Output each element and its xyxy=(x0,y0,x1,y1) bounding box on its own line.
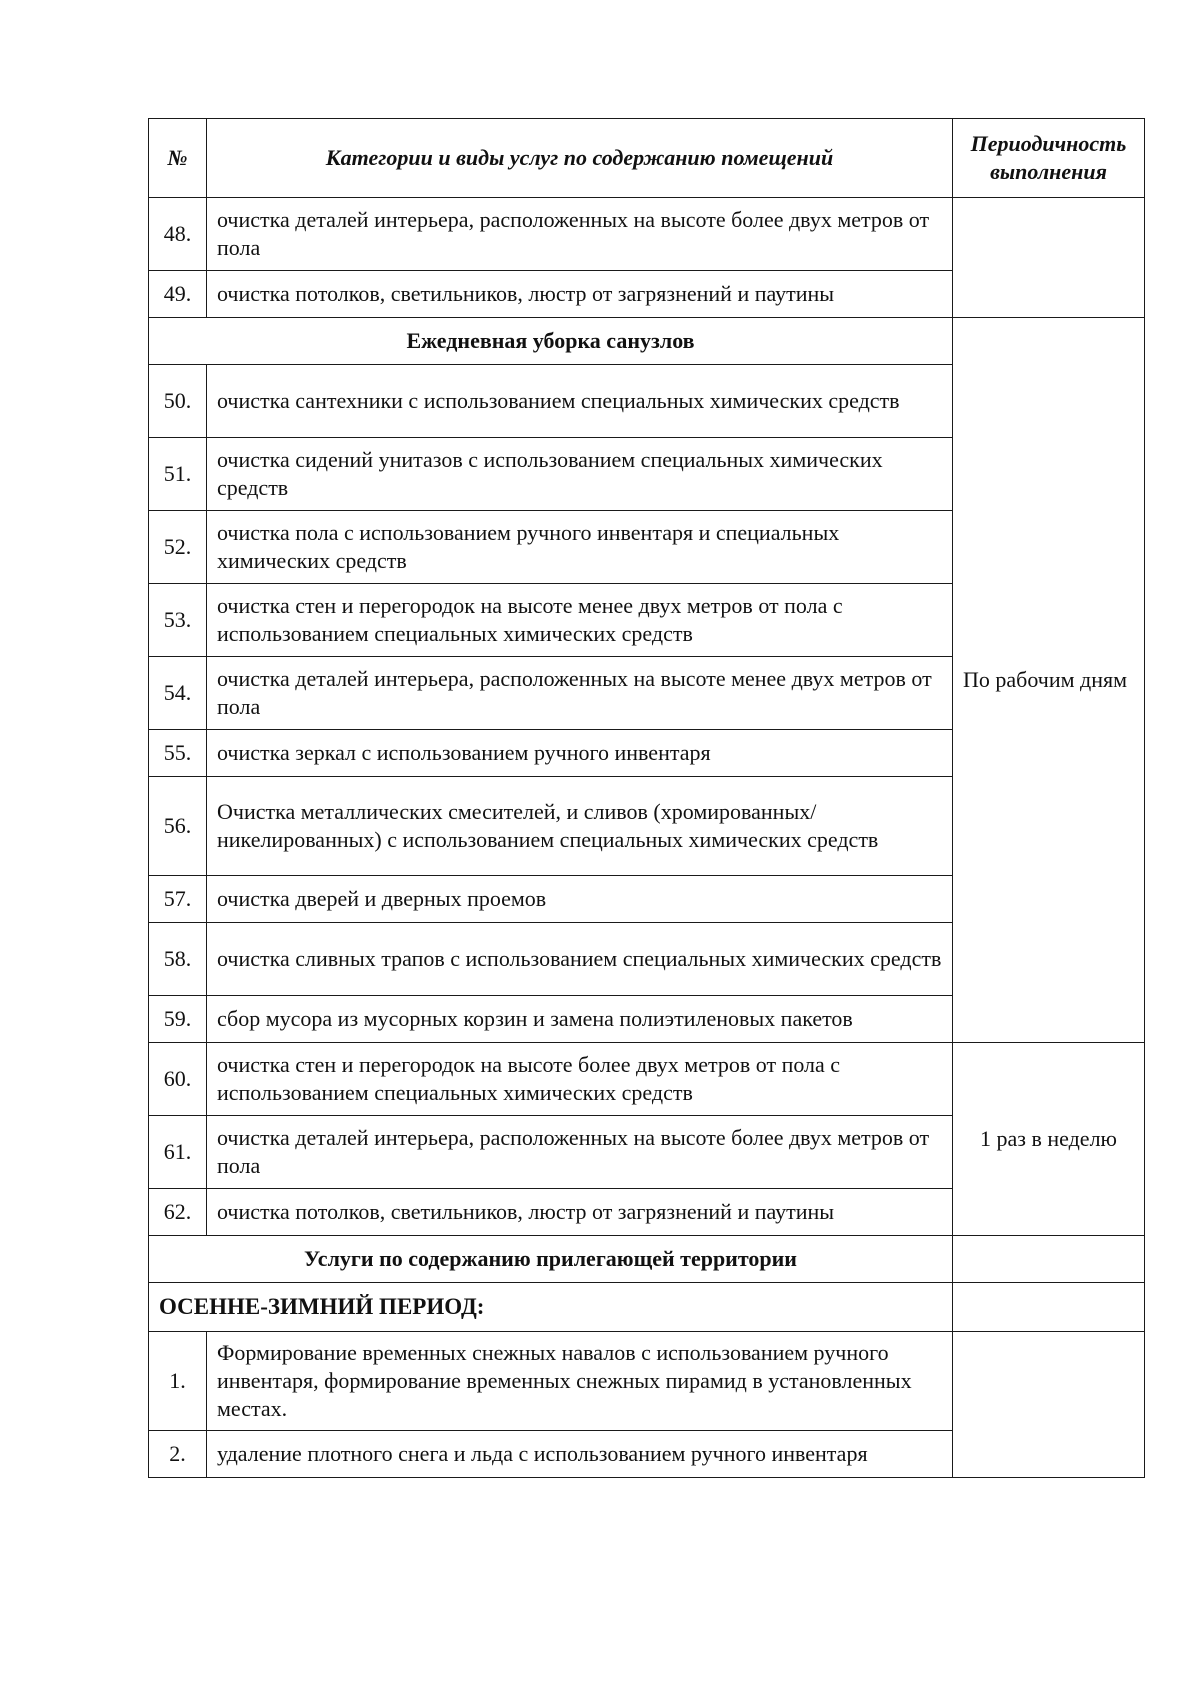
row-number: 48. xyxy=(149,198,207,271)
table-row xyxy=(149,198,1145,271)
row-description: очистка сидений унитазов с использованием специальных химических средств xyxy=(207,438,953,511)
row-description: очистка пола с использованием ручного инвентаря и специальных химических средств xyxy=(207,511,953,584)
row-number: 50. xyxy=(149,365,207,438)
row-description: сбор мусора из мусорных корзин и замена полиэтиленовых пакетов xyxy=(207,996,953,1043)
row-number: 51. xyxy=(149,438,207,511)
periodicity-workdays: По рабочим дням xyxy=(953,318,1145,1043)
row-number: 62. xyxy=(149,1189,207,1236)
row-description: очистка деталей интерьера, расположенных на высоте более двух метров от пола xyxy=(207,1116,953,1189)
header-number: № xyxy=(149,119,207,198)
row-description: Формирование временных снежных навалов с использованием ручного инвентаря, формирование временных снежных пирамид в установленных местах. xyxy=(207,1332,953,1431)
subsection-title-winter: ОСЕННЕ-ЗИМНИЙ ПЕРИОД: xyxy=(149,1283,953,1332)
row-description: очистка сливных трапов с использованием специальных химических средств xyxy=(207,923,953,996)
row-number: 57. xyxy=(149,876,207,923)
row-description: Очистка металлических смесителей, и сливов (хромированных/никелированных) с использованием специальных химических средств xyxy=(207,777,953,876)
row-number: 54. xyxy=(149,657,207,730)
table-header-row xyxy=(149,119,1145,198)
section-row xyxy=(149,1236,1145,1283)
section-title-daily: Ежедневная уборка санузлов xyxy=(149,318,953,365)
row-periodicity-empty xyxy=(953,1332,1145,1478)
services-table xyxy=(148,118,1145,1478)
row-description: очистка стен и перегородок на высоте более двух метров от пола с использованием специальных химических средств xyxy=(207,1043,953,1116)
row-number: 55. xyxy=(149,730,207,777)
row-number: 58. xyxy=(149,923,207,996)
row-number: 60. xyxy=(149,1043,207,1116)
row-periodicity-empty xyxy=(953,198,1145,318)
subsection-row xyxy=(149,1283,1145,1332)
row-number: 59. xyxy=(149,996,207,1043)
row-number: 53. xyxy=(149,584,207,657)
row-description: очистка деталей интерьера, расположенных на высоте более двух метров от пола xyxy=(207,198,953,271)
row-number: 2. xyxy=(149,1431,207,1478)
row-description: очистка потолков, светильников, люстр от загрязнений и паутины xyxy=(207,1189,953,1236)
row-number: 56. xyxy=(149,777,207,876)
row-description: очистка деталей интерьера, расположенных на высоте менее двух метров от пола xyxy=(207,657,953,730)
periodicity-weekly: 1 раз в неделю xyxy=(953,1043,1145,1236)
row-description: очистка потолков, светильников, люстр от загрязнений и паутины xyxy=(207,271,953,318)
section-title-territory: Услуги по содержанию прилегающей территории xyxy=(149,1236,953,1283)
row-description: очистка зеркал с использованием ручного инвентаря xyxy=(207,730,953,777)
row-number: 61. xyxy=(149,1116,207,1189)
row-description: удаление плотного снега и льда с использованием ручного инвентаря xyxy=(207,1431,953,1478)
subsection-periodicity-empty xyxy=(953,1283,1145,1332)
row-description: очистка стен и перегородок на высоте менее двух метров от пола с использованием специальных химических средств xyxy=(207,584,953,657)
header-description: Категории и виды услуг по содержанию помещений xyxy=(207,119,953,198)
section-periodicity-empty xyxy=(953,1236,1145,1283)
row-number: 1. xyxy=(149,1332,207,1431)
header-periodicity: Периодичность выполнения xyxy=(953,119,1145,198)
row-number: 52. xyxy=(149,511,207,584)
section-row xyxy=(149,318,1145,365)
row-description: очистка сантехники с использованием специальных химических средств xyxy=(207,365,953,438)
row-description: очистка дверей и дверных проемов xyxy=(207,876,953,923)
table-row xyxy=(149,1043,1145,1116)
table-row xyxy=(149,1332,1145,1431)
row-number: 49. xyxy=(149,271,207,318)
